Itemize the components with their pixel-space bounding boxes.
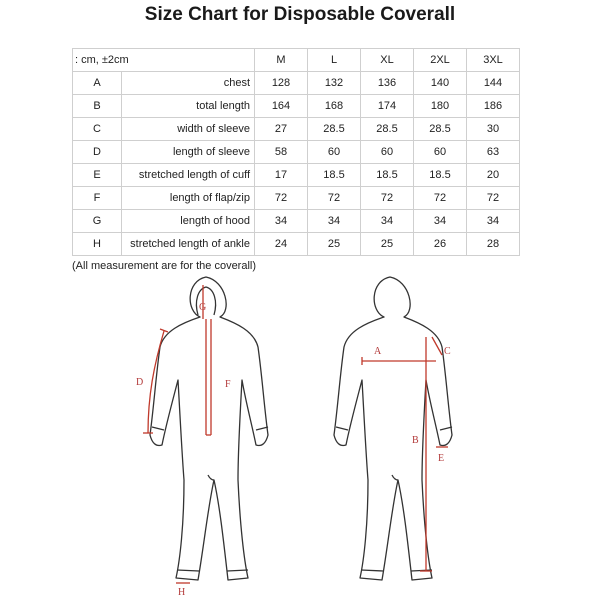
- front-measurements: [143, 285, 211, 583]
- cell-value: 28.5: [308, 118, 361, 141]
- back-right-cuff-line: [440, 427, 452, 430]
- row-name: length of flap/zip: [122, 187, 255, 210]
- cell-value: 128: [255, 72, 308, 95]
- row-name: length of sleeve: [122, 141, 255, 164]
- cell-value: 18.5: [308, 164, 361, 187]
- back-outline: [334, 277, 452, 580]
- cell-value: 34: [361, 210, 414, 233]
- table-row: [73, 141, 520, 164]
- front-outline: [150, 277, 268, 580]
- row-code: C: [73, 118, 122, 141]
- cell-value: 132: [308, 72, 361, 95]
- table-row: [73, 164, 520, 187]
- cell-value: 72: [361, 187, 414, 210]
- label-g: G: [199, 302, 207, 313]
- cell-value: 136: [361, 72, 414, 95]
- row-name: total length: [122, 95, 255, 118]
- label-f: F: [225, 379, 231, 390]
- cell-value: 63: [467, 141, 520, 164]
- cell-value: 168: [308, 95, 361, 118]
- size-table: [72, 48, 520, 256]
- cell-value: 25: [308, 233, 361, 256]
- cell-value: 60: [414, 141, 467, 164]
- back-left-cuff-line: [336, 427, 348, 430]
- table-row: [73, 118, 520, 141]
- size-header: L: [308, 49, 361, 72]
- size-header: M: [255, 49, 308, 72]
- back-measurements: [362, 337, 448, 571]
- table-row: [73, 233, 520, 256]
- right-ankle-line: [227, 570, 248, 571]
- cell-value: 140: [414, 72, 467, 95]
- row-name: chest: [122, 72, 255, 95]
- label-e: E: [438, 453, 445, 464]
- size-header: XL: [361, 49, 414, 72]
- cell-value: 72: [414, 187, 467, 210]
- coverall-diagram: [0, 275, 600, 600]
- cell-value: 186: [467, 95, 520, 118]
- table-row: [73, 95, 520, 118]
- label-d: D: [136, 377, 144, 388]
- table-row: [73, 72, 520, 95]
- coverall-back-figure: [334, 277, 452, 580]
- cell-value: 72: [467, 187, 520, 210]
- row-code: A: [73, 72, 122, 95]
- label-a: A: [374, 346, 382, 357]
- cell-value: 72: [255, 187, 308, 210]
- table-header-row: [73, 49, 520, 72]
- row-code: B: [73, 95, 122, 118]
- cell-value: 60: [308, 141, 361, 164]
- cell-value: 18.5: [414, 164, 467, 187]
- label-h: H: [178, 587, 186, 598]
- page-title: Size Chart for Disposable Coverall: [144, 4, 456, 25]
- measurement-note: (All measurement are for the coverall): [72, 260, 257, 272]
- label-b: B: [412, 435, 419, 446]
- size-header: 3XL: [467, 49, 520, 72]
- right-cuff-line: [256, 427, 268, 430]
- cell-value: 28: [467, 233, 520, 256]
- cell-value: 58: [255, 141, 308, 164]
- table-row: [73, 187, 520, 210]
- cell-value: 60: [361, 141, 414, 164]
- left-ankle-line: [177, 570, 199, 571]
- cell-value: 34: [308, 210, 361, 233]
- cell-value: 180: [414, 95, 467, 118]
- cell-value: 17: [255, 164, 308, 187]
- cell-value: 25: [361, 233, 414, 256]
- cell-value: 18.5: [361, 164, 414, 187]
- crotch-line: [208, 475, 214, 480]
- coverall-front-figure: [150, 277, 268, 580]
- back-left-ankle-line: [361, 570, 383, 571]
- back-crotch-line: [392, 475, 398, 480]
- row-code: G: [73, 210, 122, 233]
- cell-value: 164: [255, 95, 308, 118]
- cell-value: 72: [308, 187, 361, 210]
- cell-value: 144: [467, 72, 520, 95]
- row-code: F: [73, 187, 122, 210]
- left-cuff-line: [152, 427, 164, 430]
- cell-value: 20: [467, 164, 520, 187]
- cell-value: 26: [414, 233, 467, 256]
- sleeve-width-line: [432, 337, 442, 355]
- label-c: C: [444, 346, 451, 357]
- cell-value: 28.5: [414, 118, 467, 141]
- row-code: H: [73, 233, 122, 256]
- row-code: D: [73, 141, 122, 164]
- cell-value: 28.5: [361, 118, 414, 141]
- cell-value: 30: [467, 118, 520, 141]
- row-name: stretched length of cuff: [122, 164, 255, 187]
- table-row: [73, 210, 520, 233]
- row-code: E: [73, 164, 122, 187]
- cell-value: 34: [467, 210, 520, 233]
- row-name: width of sleeve: [122, 118, 255, 141]
- cell-value: 24: [255, 233, 308, 256]
- unit-label: : cm, ±2cm: [73, 49, 255, 72]
- cell-value: 34: [255, 210, 308, 233]
- cell-value: 27: [255, 118, 308, 141]
- size-header: 2XL: [414, 49, 467, 72]
- cell-value: 174: [361, 95, 414, 118]
- cell-value: 34: [414, 210, 467, 233]
- row-name: stretched length of ankle: [122, 233, 255, 256]
- row-name: length of hood: [122, 210, 255, 233]
